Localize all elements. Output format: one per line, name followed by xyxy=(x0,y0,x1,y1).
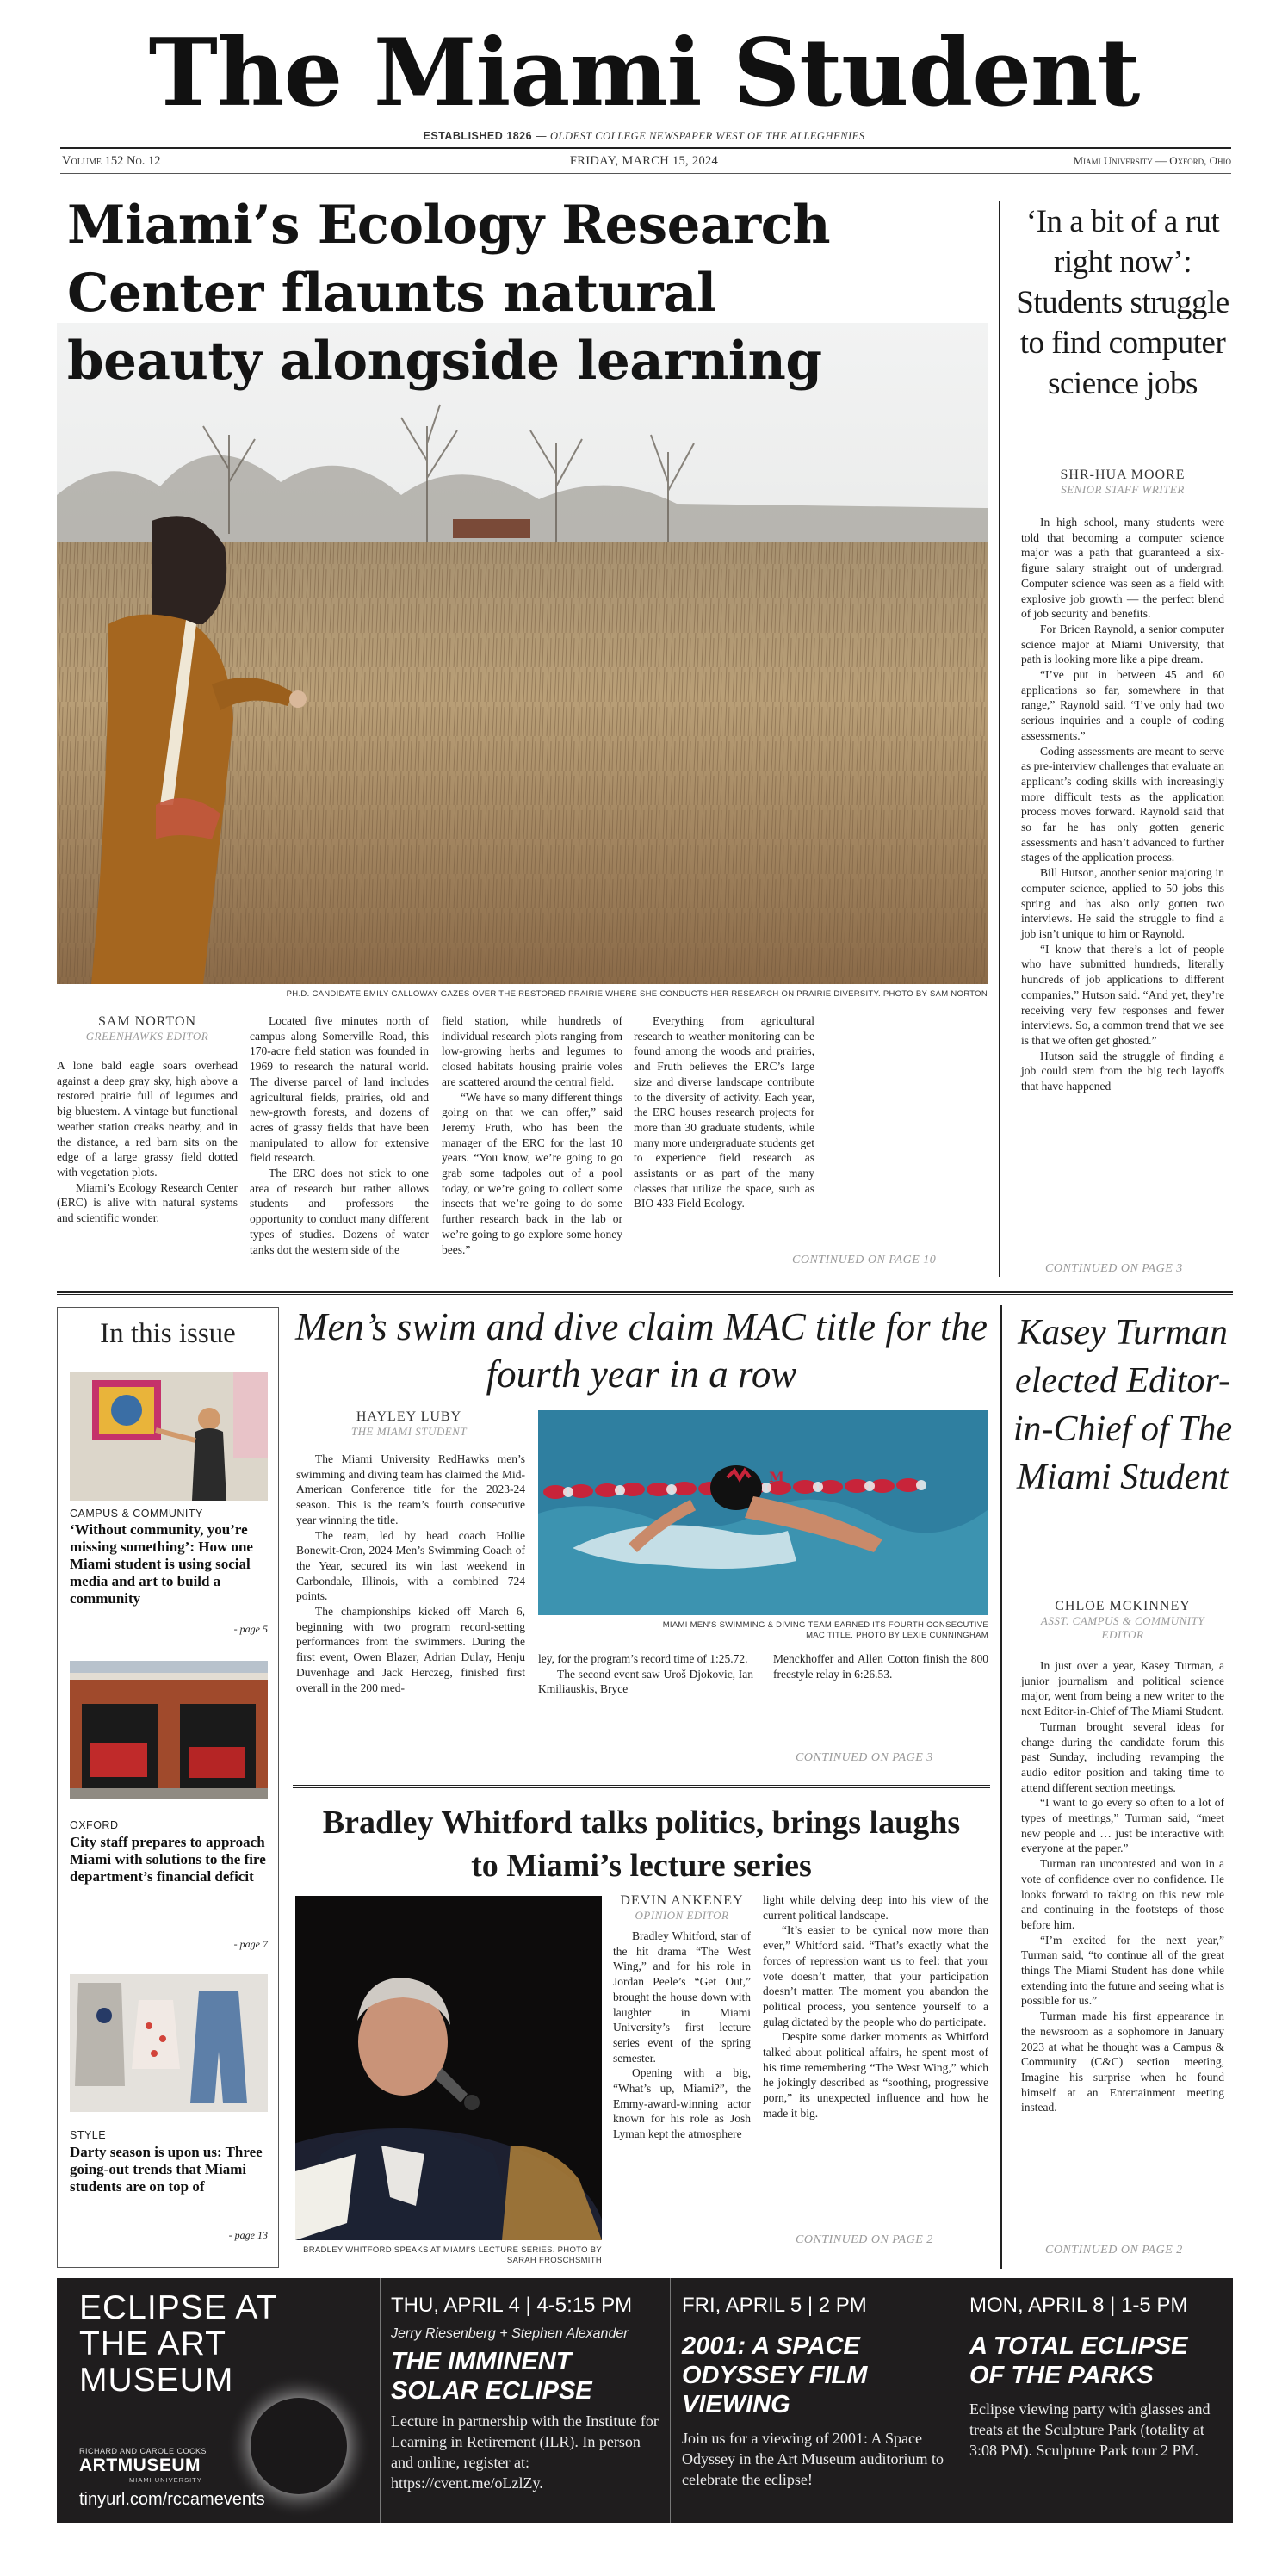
whit-photo xyxy=(295,1896,602,2240)
ad-museum: ARTMUSEUM xyxy=(79,2455,201,2475)
swim-col-3-para: Menckhoffer and Allen Cotton finish the 800 freestyle relay in 6:26.53. xyxy=(773,1652,988,1681)
lead-photo-prairie xyxy=(57,323,988,984)
masthead-established: ESTABLISHED 1826 xyxy=(423,130,533,142)
ad-divider xyxy=(380,2278,381,2523)
issue-item-2-headline[interactable]: City staff prepares to approach Miami with solutions to the fire department’s financial deficit xyxy=(70,1834,266,1885)
whit-headline: Bradley Whitford talks politics, brings laughs to Miami’s lecture series xyxy=(322,1805,961,1884)
cs-byline xyxy=(1012,467,1233,497)
ad-title-line: ECLIPSE AT xyxy=(79,2289,278,2326)
swim-col-1 xyxy=(296,1452,525,1695)
ad-event-1-date: THU, APRIL 4 | 4-5:15 PM xyxy=(391,2294,633,2317)
swim-byline xyxy=(293,1409,525,1439)
issue-item-1-headline[interactable]: ‘Without community, you’re missing something’: How one Miami student is using social media and art to build a community xyxy=(70,1521,253,1607)
eclipse-ad xyxy=(57,2278,1233,2523)
whit-col-2 xyxy=(763,1892,988,2121)
kasey-para: “I want to go every so often to a lot of types of meetings,” Turman said, “meet new people and … just be interactive with everyone at the paper.” xyxy=(1021,1796,1224,1855)
section-divider xyxy=(57,1291,1233,1295)
lead-col-2-para: Located five minutes north of campus along Somerville Road, this 170-acre field station was founded in 1969 to research the natural world. The diverse parcel of land includes agricultural fields, prairies, old and new-growth forests, and dozens of acres of grassy fields that have been manipulated to allow for extensive field research. xyxy=(250,1014,429,1165)
column-rule-right xyxy=(1000,1305,1002,2269)
lead-col-2 xyxy=(250,1013,429,1257)
ad-univ: MIAMI UNIVERSITY xyxy=(129,2476,202,2484)
issue-thumb-firestation xyxy=(70,1661,268,1799)
ad-event-1-desc: Lecture in partnership with the Institute for Learning in Retirement (ILR). In person and online, register at: https://cvent.me/oLzlZy. xyxy=(391,2412,659,2492)
cs-author-title: SENIOR STAFF WRITER xyxy=(1061,483,1185,496)
masthead-volume: Volume 152 No. 12 xyxy=(62,154,161,168)
swim-col-2 xyxy=(538,1651,753,1697)
cs-para: Bill Hutson, another senior majoring in computer science, applied to 50 jobs this spring and has also only gotten two interviews. He said the struggle to find a job isn’t unique to him or Raynold. xyxy=(1021,866,1224,940)
swim-col-2-para: The second event saw Uroš Djokovic, Ian Kmiliauskis, Bryce xyxy=(538,1667,753,1696)
masthead-rule-bottom xyxy=(60,173,1231,174)
ad-event-2-desc: Join us for a viewing of 2001: A Space Odyssey in the Art Museum auditorium to celebrate the eclipse! xyxy=(682,2430,944,2488)
ad-event-3-date: MON, APRIL 8 | 1-5 PM xyxy=(969,2294,1188,2317)
swim-photo-caption: MIAMI MEN’S SWIMMING & DIVING TEAM EARNED ITS FOURTH CONSECUTIVE MAC TITLE. PHOTO BY LEXIE CUNNINGHAM xyxy=(662,1620,988,1640)
cs-jobs-story xyxy=(1012,195,1233,1279)
ad-event-2-title: 2001: A SPACE ODYSSEY FILM VIEWING xyxy=(682,2332,868,2418)
swim-photo xyxy=(538,1410,988,1615)
issue-title: In this issue xyxy=(100,1318,236,1349)
lead-col-2-para: The ERC does not stick to one area of research but rather allows students and professors the opportunity to conduct many different types of studies. Dozens of water tanks dot the western side of the xyxy=(250,1167,429,1256)
ad-sponsor: RICHARD AND CAROLE COCKS xyxy=(79,2447,207,2455)
cs-author: SHR-HUA MOORE xyxy=(1060,468,1186,482)
kasey-author: CHLOE MCKINNEY xyxy=(1055,1599,1191,1613)
issue-item-1-page: - page 5 xyxy=(233,1623,268,1635)
cs-para: “I know that there’s a lot of people who have submitted hundreds, literally hundreds of job applications to different companies,” Hutson said. “And yet, they’re receiving very few responses and fewer interviews. So, a common trend that we see is that we often get ghosted.” xyxy=(1021,942,1224,1047)
whit-author-title: OPINION EDITOR xyxy=(635,1909,729,1922)
swim-col-3 xyxy=(773,1651,988,1681)
lead-col-3-para: “We have so many different things going on that we can offer,” said Jeremy Fruth, who has been the manager of the ERC for the last 10 years. “You know, we’re going to go grab some tadpoles out of a pool today, or we’re going to collect some insects that we’re going to do some further research back in the lab or we’re going to go explore some honey bees.” xyxy=(442,1090,622,1256)
masthead-title: The Miami Student xyxy=(148,19,1140,127)
lead-col-1-para: Miami’s Ecology Research Center (ERC) is alive with natural systems and scientific wonder. xyxy=(57,1180,238,1225)
swim-col-2-para: ley, for the program’s record time of 1:25.72. xyxy=(538,1652,748,1665)
ad-divider xyxy=(670,2278,671,2523)
whit-byline xyxy=(613,1892,751,1923)
whit-col-2-para: “It’s easier to be cynical now more than ever,” Whitford said. “That’s exactly what the forces of repression want us to feel: that your vote doesn’t matter, that your participation doesn’t matter. The moment you abandon the political process, you sentence yourself to a gulag dictated by the people who do participate. xyxy=(763,1923,988,2028)
issue-thumb-art xyxy=(70,1372,268,1501)
whit-col-1-para: Opening with a big, “What’s up, Miami?”, the Emmy-award-winning actor known for his role as Josh Lyman kept the atmosphere xyxy=(613,2066,751,2141)
kasey-author-title: ASST. CAMPUS & COMMUNITY EDITOR xyxy=(1040,1614,1205,1641)
ad-event-3 xyxy=(969,2294,1224,2461)
whit-col-1-para: Bradley Whitford, star of the hit drama “The West Wing,” and for his role in Jordan Peele’s “Get Out,” brought the house down with laughter in Miami University’s first lecture series event of the spring semester. xyxy=(613,1929,751,2065)
issue-item-3-section: STYLE xyxy=(70,2129,107,2141)
cs-body xyxy=(1021,515,1224,1094)
ad-event-1-title: THE IMMINENT SOLAR ECLIPSE xyxy=(391,2348,592,2405)
lead-author: SAM NORTON xyxy=(97,1014,197,1029)
whit-col-2-para: light while delving deep into his view of the current political landscape. xyxy=(763,1893,988,1922)
swim-continued: CONTINUED ON PAGE 3 xyxy=(796,1751,933,1764)
cs-para: In high school, many students were told that becoming a computer science major was a path that guaranteed a six-figure salary straight out of undergrad. Computer science was seen as a field with explosive job growth — the perfect blend of job security and benefits. xyxy=(1021,516,1224,621)
ad-event-3-title: A TOTAL ECLIPSE OF THE PARKS xyxy=(969,2332,1188,2389)
kasey-byline xyxy=(1012,1598,1233,1642)
masthead-rule-top xyxy=(60,147,1231,149)
kasey-headline: Kasey Turman elected Editor-in-Chief of The Miami Student xyxy=(1012,1313,1233,1497)
whit-continued: CONTINUED ON PAGE 2 xyxy=(796,2233,933,2246)
cs-headline: ‘In a bit of a rut right now’: Students struggle to find computer science jobs xyxy=(1016,204,1229,401)
cs-para: For Bricen Raynold, a senior computer science major at Miami University, that path is looking more like a pipe dream. xyxy=(1021,622,1224,666)
issue-thumb-clothing xyxy=(70,1974,268,2112)
lead-col-3-para: field station, while hundreds of individual research plots ranging from low-growing herbs and legumes to closed habitats housing prairie voles are scattered around the central field. xyxy=(442,1014,622,1088)
kasey-story xyxy=(1012,1305,1233,2269)
masthead-location: Miami University — Oxford, Ohio xyxy=(1073,154,1231,167)
lead-photo-caption: PH.D. CANDIDATE EMILY GALLOWAY GAZES OVER THE RESTORED PRAIRIE WHERE SHE CONDUCTS HER RESEARCH ON PRAIRIE DIVERSITY. PHOTO BY SAM NORTON xyxy=(286,989,988,999)
lead-continued: CONTINUED ON PAGE 10 xyxy=(792,1254,937,1266)
ad-event-2 xyxy=(682,2294,951,2490)
masthead-established-line: ESTABLISHED 1826 — OLDEST COLLEGE NEWSPAPER WEST OF THE ALLEGHENIES xyxy=(423,130,865,142)
ad-event-1 xyxy=(391,2294,665,2493)
lead-author-title: GREENHAWKS EDITOR xyxy=(85,1030,209,1043)
swim-col-1-para: The Miami University RedHawks men’s swimming and diving team has claimed the Mid-American Conference title for the 2023-24 season. This is the team’s fourth consecutive year winning the title. xyxy=(296,1452,525,1526)
lead-col-3 xyxy=(442,1013,622,1257)
issue-item-3-page: - page 13 xyxy=(228,2229,268,2241)
issue-item-2-section: OXFORD xyxy=(70,1819,119,1831)
lead-col-1-para: A lone bald eagle soars overhead against a deep gray sky, high above a restored prairie full of legumes and big bluestem. A vintage but functional weather station creaks nearby, and in the distance, a red barn sits on the edge of a large grassy field dotted with vegetation plots. xyxy=(57,1059,238,1179)
whitford-story xyxy=(293,1799,990,2264)
kasey-para: Turman made his first appearance in the newsroom as a sophomore in January 2023 at what he thought was a Campus & Community (C&C) section meeting, Imagine his surprise when he found himself at an Entertainment meeting instead. xyxy=(1021,2009,1224,2115)
kasey-continued: CONTINUED ON PAGE 2 xyxy=(1045,2244,1183,2257)
masthead-tagline: OLDEST COLLEGE NEWSPAPER WEST OF THE ALLEGHENIES xyxy=(550,130,865,142)
in-this-issue-box xyxy=(57,1307,279,2268)
kasey-para: In just over a year, Kasey Turman, a junior journalism and political science major, went from being a new writer to the next Editor-in-Chief of The Miami Student. xyxy=(1021,1659,1224,1718)
cs-para: Coding assessments are meant to serve as pre-interview challenges that evaluate an applicant’s coding skills with increasingly more difficult tests as the application process moves forward. Raynold said that so far he has only gotten generic assessments and hasn’t advanced to further stages of the application process. xyxy=(1021,744,1224,864)
issue-item-3-headline[interactable]: Darty season is upon us: Three going-out trends that Miami students are on top of xyxy=(70,2144,263,2195)
kasey-para: Turman brought several ideas for change during the candidate forum this past Sunday, including revamping the audio editor position and taking time to attend different section meetings. xyxy=(1021,1719,1224,1794)
ad-title-line: THE ART xyxy=(79,2325,226,2362)
swim-col-1-para: The championships kicked off March 6, beginning with two program record-setting performances from the swimmers. During the first event, Owen Blazer, Adrian Dulay, Henju Duvenhage and Jack Herczeg, finished first overall in the 200 med- xyxy=(296,1605,525,1694)
whit-col-2-para: Despite some darker moments as Whitford talked about political affairs, he spent most of his time remembering “The West Wing,” which he jokingly described as “soothing, progressive porn,” its unexpected influence and how he made it big. xyxy=(763,2030,988,2120)
lead-story xyxy=(57,189,990,1287)
kasey-body xyxy=(1021,1658,1224,2115)
ad-event-1-presenters: Jerry Riesenberg + Stephen Alexander xyxy=(391,2326,629,2341)
whit-photo-caption: BRADLEY WHITFORD SPEAKS AT MIAMI’S LECTURE SERIES. PHOTO BY SARAH FROSCHSMITH xyxy=(303,2245,602,2265)
kasey-para: “I’m excited for the next year,” Turman said, “to continue all of the great things The Miami Student has done while extending into the future and seeing what is possible for us.” xyxy=(1021,1933,1224,2008)
lead-byline xyxy=(57,1013,238,1043)
lead-col-4 xyxy=(634,1013,814,1211)
cs-para: “I’ve put in between 45 and 60 applications so far, somewhere in that range,” Raynold said. “I’ve only had two serious inquiries and a couple of coding assessments.” xyxy=(1021,668,1224,742)
cs-para: Hutson said the struggle of finding a job could stem from the big tech layoffs that have happened xyxy=(1021,1049,1224,1093)
ad-event-2-date: FRI, APRIL 5 | 2 PM xyxy=(682,2294,867,2317)
masthead-date: FRIDAY, MARCH 15, 2024 xyxy=(569,154,719,168)
swim-cap-logo: M xyxy=(769,1469,784,1485)
issue-item-1-section: CAMPUS & COMMUNITY xyxy=(70,1508,203,1520)
ad-url[interactable]: tinyurl.com/rccamevents xyxy=(79,2490,265,2509)
lead-col-4-para: Everything from agricultural research to weather monitoring can be found among the woods and prairies, and Fruth believes the ERC’s large size and diverse landscape contribute to the diversity of activity. Each year, the ERC houses research projects for more than 30 graduate students, while many more undergraduate students get to experience field research as assistants or as part of the many classes that utilize the space, such as BIO 433 Field Ecology. xyxy=(634,1014,814,1211)
swim-whit-divider xyxy=(293,1785,990,1788)
whit-author: DEVIN ANKENEY xyxy=(620,1893,744,1908)
column-rule xyxy=(999,201,1000,1277)
whit-col-1 xyxy=(613,1929,751,2142)
masthead xyxy=(0,0,1288,172)
ad-title-line: MUSEUM xyxy=(79,2362,234,2399)
swim-story xyxy=(293,1300,990,1791)
swim-author: HAYLEY LUBY xyxy=(356,1409,462,1424)
ad-event-3-desc: Eclipse viewing party with glasses and treats at the Sculpture Park (totality at 3:08 PM). Sculpture Park tour 2 PM. xyxy=(969,2400,1211,2459)
cs-continued: CONTINUED ON PAGE 3 xyxy=(1045,1262,1183,1275)
swim-author-title: THE MIAMI STUDENT xyxy=(350,1425,468,1438)
kasey-para: Turman ran uncontested and won in a vote of confidence over no confidence. He looks forward to taking on this new role and continuing in the footsteps of those before him. xyxy=(1021,1857,1224,1931)
swim-col-1-para: The team, led by head coach Hollie Bonewit-Cron, 2024 Men’s Swimming Coach of the Year, secured its win last weekend in Carbondale, Illinois, with a combined 724 points. xyxy=(296,1528,525,1603)
lead-col-1 xyxy=(57,1058,238,1226)
issue-item-2-page: - page 7 xyxy=(233,1938,268,1950)
lead-headline: Miami’s Ecology Research Center flaunts natural beauty alongside learning xyxy=(67,195,831,392)
swim-headline: Men’s swim and dive claim MAC title for the fourth year in a row xyxy=(294,1305,988,1396)
